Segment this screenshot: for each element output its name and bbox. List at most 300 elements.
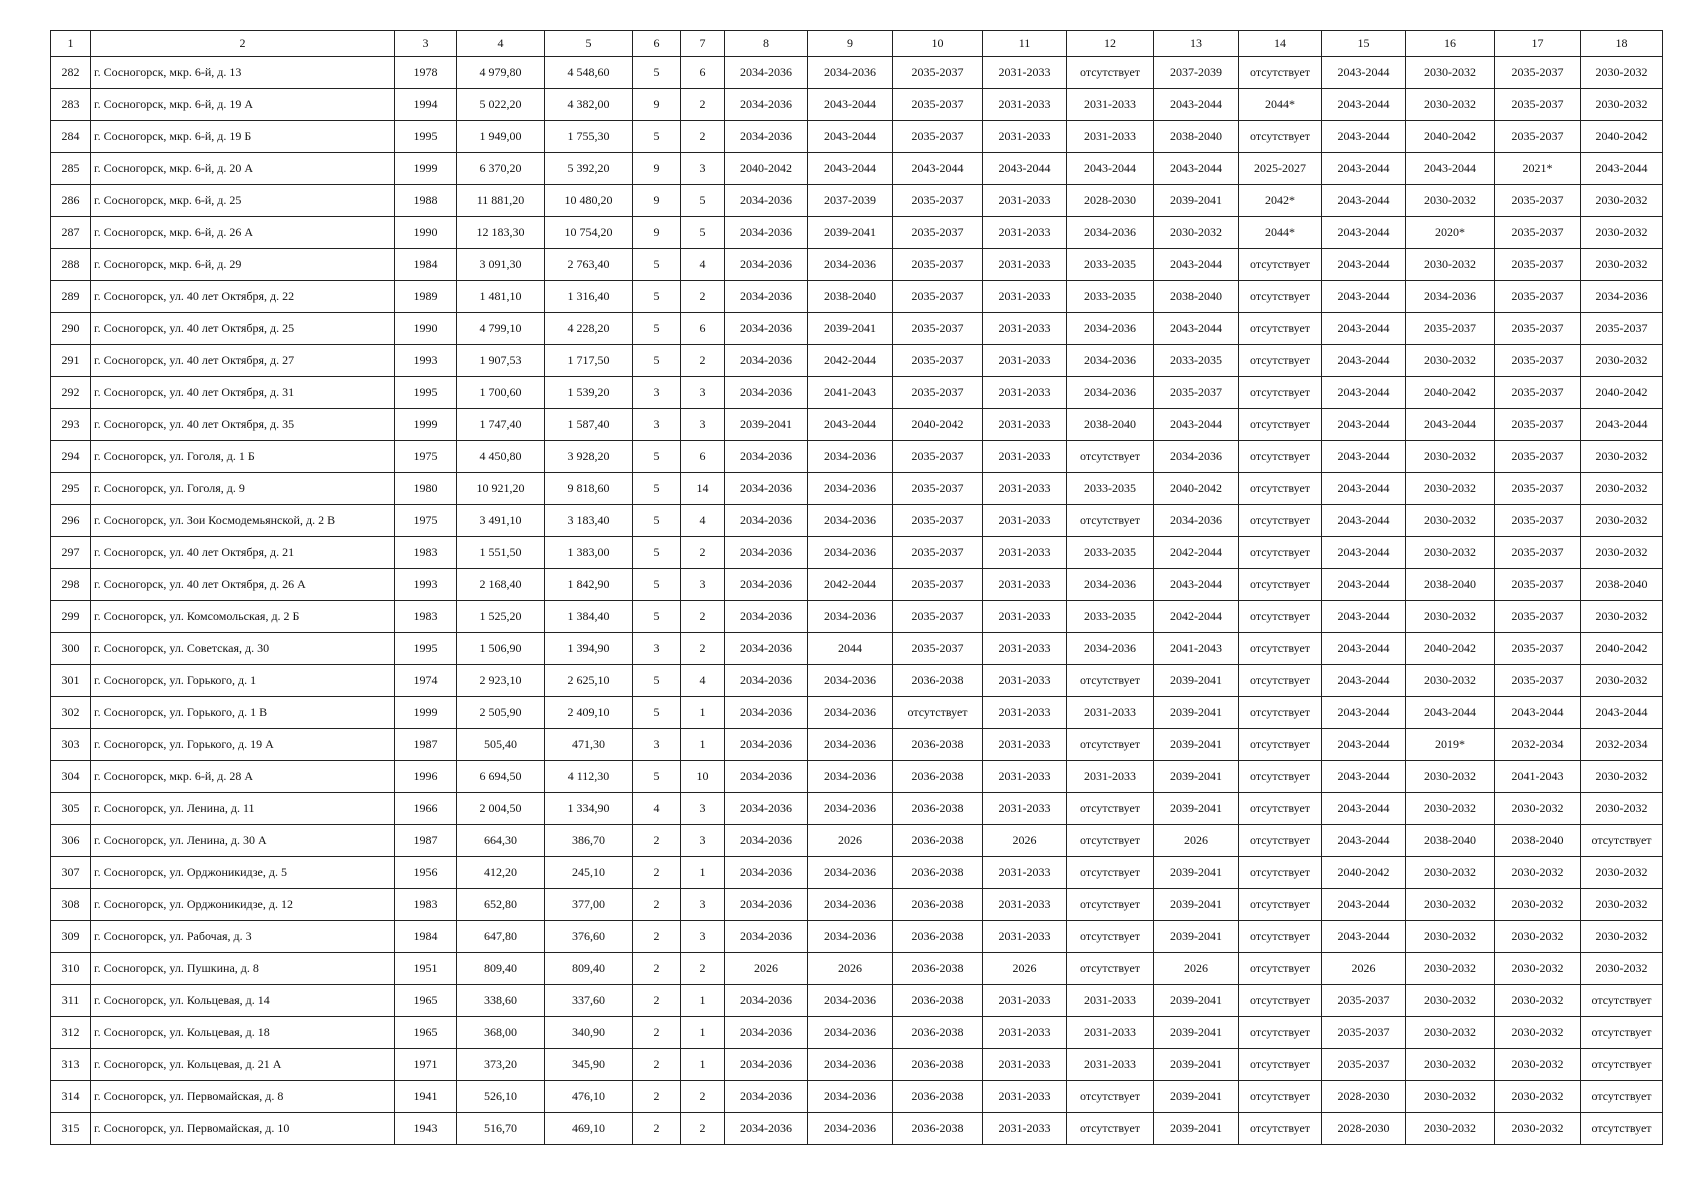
table-row (51, 185, 1663, 217)
table-cell: 2036-2038 (893, 857, 983, 889)
address-cell: г. Сосногорск, ул. Первомайская, д. 8 (91, 1081, 395, 1113)
table-cell: 2043-2044 (1581, 697, 1663, 729)
table-cell: 2028-2030 (1067, 185, 1154, 217)
table-cell: 2031-2033 (983, 1113, 1067, 1145)
table-cell: 4 112,30 (545, 761, 633, 793)
table-cell: 2031-2033 (983, 345, 1067, 377)
table-cell: 1983 (395, 537, 457, 569)
table-cell: 2043-2044 (1322, 473, 1406, 505)
table-cell: 2031-2033 (1067, 761, 1154, 793)
table-cell: 2039-2041 (1154, 1017, 1239, 1049)
table-cell: 2035-2037 (893, 345, 983, 377)
table-cell: 2035-2037 (1581, 313, 1663, 345)
table-cell: 1 383,00 (545, 537, 633, 569)
table-cell: 2039-2041 (1154, 1049, 1239, 1081)
table-cell: 2034-2036 (725, 921, 808, 953)
table-cell: 2 (633, 1113, 681, 1145)
table-row (51, 985, 1663, 1017)
table-cell: 2034-2036 (725, 89, 808, 121)
table-cell: 2043-2044 (1322, 569, 1406, 601)
table-cell: отсутствует (1067, 825, 1154, 857)
table-cell: 2035-2037 (1495, 665, 1581, 697)
table-cell: 2040-2042 (1322, 857, 1406, 889)
table-cell: отсутствует (1067, 665, 1154, 697)
table-cell: 2035-2037 (893, 601, 983, 633)
table-cell: 2043-2044 (1322, 793, 1406, 825)
table-cell: 2040-2042 (1406, 633, 1495, 665)
table-cell: 10 (681, 761, 725, 793)
table-cell: 2039-2041 (808, 313, 893, 345)
table-cell: 2035-2037 (1495, 249, 1581, 281)
table-cell: 5 (633, 281, 681, 313)
table-cell: 5 (633, 57, 681, 89)
column-number-18: 18 (1581, 31, 1663, 57)
table-cell: 2031-2033 (983, 793, 1067, 825)
row-number-cell: 302 (51, 697, 91, 729)
table-cell: 4 382,00 (545, 89, 633, 121)
table-row (51, 601, 1663, 633)
table-cell: 2034-2036 (1067, 217, 1154, 249)
table-cell: 2031-2033 (983, 441, 1067, 473)
row-number-cell: 315 (51, 1113, 91, 1145)
table-cell: 1 587,40 (545, 409, 633, 441)
table-cell: 2036-2038 (893, 985, 983, 1017)
table-cell: 2030-2032 (1495, 921, 1581, 953)
table-row (51, 729, 1663, 761)
table-cell: 4 (681, 505, 725, 537)
table-row (51, 217, 1663, 249)
table-cell: отсутствует (1067, 729, 1154, 761)
table-cell: 2035-2037 (1495, 185, 1581, 217)
table-cell: 3 (633, 409, 681, 441)
table-cell: 2035-2037 (893, 441, 983, 473)
table-cell: 2 409,10 (545, 697, 633, 729)
table-cell: 2043-2044 (1322, 377, 1406, 409)
column-number-4: 4 (457, 31, 545, 57)
table-cell: 2043-2044 (1322, 313, 1406, 345)
table-cell: 1 334,90 (545, 793, 633, 825)
row-number-cell: 285 (51, 153, 91, 185)
table-cell: 2026 (983, 825, 1067, 857)
table-cell: 2030-2032 (1495, 985, 1581, 1017)
table-cell: 2035-2037 (1495, 377, 1581, 409)
address-cell: г. Сосногорск, ул. Первомайская, д. 10 (91, 1113, 395, 1145)
table-cell: 2031-2033 (983, 409, 1067, 441)
address-cell: г. Сосногорск, ул. Комсомольская, д. 2 Б (91, 601, 395, 633)
table-cell: 2035-2037 (893, 313, 983, 345)
table-cell: 2034-2036 (1067, 313, 1154, 345)
table-cell: 2034-2036 (725, 601, 808, 633)
table-cell: отсутствует (1581, 1049, 1663, 1081)
table-cell: отсутствует (1067, 57, 1154, 89)
table-cell: 345,90 (545, 1049, 633, 1081)
table-cell: 4 228,20 (545, 313, 633, 345)
row-number-cell: 297 (51, 537, 91, 569)
table-cell: отсутствует (1067, 793, 1154, 825)
table-cell: 5 (681, 217, 725, 249)
address-cell: г. Сосногорск, ул. Гоголя, д. 9 (91, 473, 395, 505)
table-cell: 2034-2036 (725, 473, 808, 505)
table-cell: 6 694,50 (457, 761, 545, 793)
table-cell: 1 481,10 (457, 281, 545, 313)
table-cell: 2030-2032 (1406, 601, 1495, 633)
table-row (51, 313, 1663, 345)
table-cell: 5 (633, 121, 681, 153)
table-cell: отсутствует (1239, 761, 1322, 793)
table-cell: 2035-2037 (893, 89, 983, 121)
table-cell: 2031-2033 (983, 665, 1067, 697)
table-cell: отсутствует (1239, 569, 1322, 601)
table-cell: 1956 (395, 857, 457, 889)
table-cell: 2043-2044 (808, 121, 893, 153)
table-cell: 5 (633, 473, 681, 505)
table-cell: 2031-2033 (1067, 89, 1154, 121)
table-cell: 2037-2039 (808, 185, 893, 217)
table-cell: 2036-2038 (893, 889, 983, 921)
table-cell: 471,30 (545, 729, 633, 761)
table-cell: 1 316,40 (545, 281, 633, 313)
table-cell: отсутствует (1239, 633, 1322, 665)
table-cell: 2034-2036 (808, 441, 893, 473)
table-cell: отсутствует (1239, 505, 1322, 537)
table-cell: 2034-2036 (808, 1049, 893, 1081)
table-cell: 2034-2036 (1067, 345, 1154, 377)
table-cell: отсутствует (1239, 921, 1322, 953)
table-cell: 2026 (1322, 953, 1406, 985)
table-cell: отсутствует (1067, 953, 1154, 985)
table-cell: 12 183,30 (457, 217, 545, 249)
table-cell: 2043-2044 (1154, 569, 1239, 601)
table-cell: 3 091,30 (457, 249, 545, 281)
table-cell: 2030-2032 (1406, 761, 1495, 793)
table-cell: отсутствует (1239, 249, 1322, 281)
table-cell: 2030-2032 (1581, 537, 1663, 569)
row-number-cell: 296 (51, 505, 91, 537)
table-cell: отсутствует (1239, 281, 1322, 313)
table-cell: 6 370,20 (457, 153, 545, 185)
table-cell: 2035-2037 (1495, 217, 1581, 249)
table-cell: 2037-2039 (1154, 57, 1239, 89)
table-cell: 337,60 (545, 985, 633, 1017)
table-cell: 2030-2032 (1495, 1113, 1581, 1145)
column-number-5: 5 (545, 31, 633, 57)
table-cell: 476,10 (545, 1081, 633, 1113)
table-cell: 2 (633, 953, 681, 985)
table-cell: 1 551,50 (457, 537, 545, 569)
table-cell: 2031-2033 (983, 185, 1067, 217)
table-cell: 2031-2033 (983, 985, 1067, 1017)
table-cell: 2031-2033 (983, 217, 1067, 249)
table-cell: 2030-2032 (1581, 761, 1663, 793)
table-cell: 2034-2036 (725, 249, 808, 281)
table-cell: 2030-2032 (1581, 441, 1663, 473)
table-cell: 2030-2032 (1495, 857, 1581, 889)
table-cell: 2034-2036 (725, 345, 808, 377)
table-cell: 2 (633, 1081, 681, 1113)
address-cell: г. Сосногорск, мкр. 6-й, д. 26 А (91, 217, 395, 249)
table-cell: 2034-2036 (1406, 281, 1495, 313)
table-cell: 2 (681, 633, 725, 665)
table-cell: 2034-2036 (1067, 377, 1154, 409)
table-cell: 2031-2033 (1067, 1017, 1154, 1049)
table-cell: 5 392,20 (545, 153, 633, 185)
address-cell: г. Сосногорск, ул. 40 лет Октября, д. 27 (91, 345, 395, 377)
table-cell: 2034-2036 (1154, 441, 1239, 473)
table-cell: 2044* (1239, 89, 1322, 121)
column-number-15: 15 (1322, 31, 1406, 57)
table-cell: 2026 (808, 825, 893, 857)
row-number-cell: 282 (51, 57, 91, 89)
table-cell: отсутствует (1239, 825, 1322, 857)
table-cell: 2034-2036 (725, 825, 808, 857)
address-cell: г. Сосногорск, ул. Орджоникидзе, д. 5 (91, 857, 395, 889)
column-number-1: 1 (51, 31, 91, 57)
table-cell: 2039-2041 (1154, 761, 1239, 793)
table-cell: отсутствует (1239, 665, 1322, 697)
address-cell: г. Сосногорск, ул. Пушкина, д. 8 (91, 953, 395, 985)
table-cell: 2025-2027 (1239, 153, 1322, 185)
table-cell: отсутствует (1239, 537, 1322, 569)
table-cell: 1984 (395, 921, 457, 953)
address-cell: г. Сосногорск, ул. Орджоникидзе, д. 12 (91, 889, 395, 921)
table-cell: 386,70 (545, 825, 633, 857)
table-cell: 1975 (395, 505, 457, 537)
table-cell: 2035-2037 (1495, 569, 1581, 601)
table-cell: 1999 (395, 153, 457, 185)
table-cell: 2040-2042 (725, 153, 808, 185)
table-cell: 3 (681, 889, 725, 921)
table-cell: отсутствует (1581, 1113, 1663, 1145)
table-cell: 2031-2033 (983, 121, 1067, 153)
table-cell: 2035-2037 (1495, 537, 1581, 569)
table-cell: 4 (681, 665, 725, 697)
address-cell: г. Сосногорск, мкр. 6-й, д. 19 А (91, 89, 395, 121)
table-row (51, 537, 1663, 569)
table-cell: 2034-2036 (1581, 281, 1663, 313)
table-cell: 2031-2033 (983, 633, 1067, 665)
table-cell: 2030-2032 (1406, 1113, 1495, 1145)
row-number-cell: 295 (51, 473, 91, 505)
table-cell: 1987 (395, 729, 457, 761)
table-cell: 2034-2036 (808, 761, 893, 793)
table-cell: отсутствует (1581, 985, 1663, 1017)
table-cell: 2030-2032 (1406, 857, 1495, 889)
table-cell: 2030-2032 (1406, 537, 1495, 569)
table-cell: 5 022,20 (457, 89, 545, 121)
table-cell: 2026 (983, 953, 1067, 985)
table-cell: 2039-2041 (1154, 985, 1239, 1017)
table-cell: 2034-2036 (725, 537, 808, 569)
table-row (51, 825, 1663, 857)
table-cell: 2038-2040 (1581, 569, 1663, 601)
address-cell: г. Сосногорск, ул. Кольцевая, д. 14 (91, 985, 395, 1017)
address-cell: г. Сосногорск, ул. Советская, д. 30 (91, 633, 395, 665)
table-cell: отсутствует (1239, 57, 1322, 89)
table-cell: 3 (681, 921, 725, 953)
table-cell: 2021* (1495, 153, 1581, 185)
address-cell: г. Сосногорск, ул. Рабочая, д. 3 (91, 921, 395, 953)
table-cell: 2039-2041 (808, 217, 893, 249)
row-number-cell: 286 (51, 185, 91, 217)
table-cell: 2043-2044 (1406, 409, 1495, 441)
table-cell: 2043-2044 (1322, 249, 1406, 281)
row-number-cell: 287 (51, 217, 91, 249)
table-cell: 2040-2042 (1406, 121, 1495, 153)
row-number-cell: 290 (51, 313, 91, 345)
table-cell: 2031-2033 (983, 697, 1067, 729)
table-cell: 2035-2037 (893, 57, 983, 89)
row-number-cell: 292 (51, 377, 91, 409)
table-cell: 5 (633, 505, 681, 537)
table-cell: 1995 (395, 633, 457, 665)
table-cell: 2030-2032 (1495, 889, 1581, 921)
address-cell: г. Сосногорск, ул. Зои Космодемьянской, д. 2 В (91, 505, 395, 537)
table-cell: 2032-2034 (1495, 729, 1581, 761)
table-cell: 2030-2032 (1581, 889, 1663, 921)
table-cell: 2030-2032 (1581, 345, 1663, 377)
table-cell: 2040-2042 (1581, 377, 1663, 409)
address-cell: г. Сосногорск, мкр. 6-й, д. 25 (91, 185, 395, 217)
table-cell: 2 (681, 953, 725, 985)
table-cell: 2040-2042 (1154, 473, 1239, 505)
row-number-cell: 313 (51, 1049, 91, 1081)
table-cell: 2032-2034 (1581, 729, 1663, 761)
table-cell: 2026 (725, 953, 808, 985)
table-cell: 2034-2036 (725, 889, 808, 921)
table-row (51, 953, 1663, 985)
table-cell: 1980 (395, 473, 457, 505)
row-number-cell: 308 (51, 889, 91, 921)
table-cell: 2039-2041 (1154, 889, 1239, 921)
table-cell: 338,60 (457, 985, 545, 1017)
table-cell: 2043-2044 (1154, 313, 1239, 345)
table-cell: 2039-2041 (1154, 793, 1239, 825)
table-cell: 1 539,20 (545, 377, 633, 409)
table-cell: 6 (681, 441, 725, 473)
table-cell: 2040-2042 (1581, 121, 1663, 153)
table-cell: 2036-2038 (893, 921, 983, 953)
table-cell: 3 (681, 569, 725, 601)
table-cell: 2030-2032 (1406, 1081, 1495, 1113)
table-cell: 1 525,20 (457, 601, 545, 633)
table-cell: 2035-2037 (1495, 473, 1581, 505)
table-cell: 2034-2036 (1067, 633, 1154, 665)
column-number-11: 11 (983, 31, 1067, 57)
table-cell: 2034-2036 (725, 793, 808, 825)
table-cell: 2036-2038 (893, 665, 983, 697)
table-cell: отсутствует (1239, 953, 1322, 985)
table-cell: 2035-2037 (893, 473, 983, 505)
table-cell: 2 004,50 (457, 793, 545, 825)
table-cell: отсутствует (1239, 793, 1322, 825)
table-row (51, 857, 1663, 889)
table-cell: 2039-2041 (1154, 697, 1239, 729)
table-cell: 2042-2044 (808, 345, 893, 377)
table-cell: 2043-2044 (1322, 409, 1406, 441)
table-cell: 2 (681, 537, 725, 569)
table-cell: 2035-2037 (893, 633, 983, 665)
table-cell: 2034-2036 (808, 793, 893, 825)
row-number-cell: 305 (51, 793, 91, 825)
column-number-7: 7 (681, 31, 725, 57)
table-row (51, 921, 1663, 953)
table-cell: 1983 (395, 889, 457, 921)
table-cell: 3 183,40 (545, 505, 633, 537)
table-cell: отсутствует (1067, 921, 1154, 953)
address-cell: г. Сосногорск, ул. Кольцевая, д. 21 А (91, 1049, 395, 1081)
table-cell: отсутствует (1067, 505, 1154, 537)
table-row (51, 441, 1663, 473)
table-cell: 5 (681, 185, 725, 217)
address-cell: г. Сосногорск, мкр. 6-й, д. 20 А (91, 153, 395, 185)
housing-repair-schedule-table (50, 30, 1663, 1145)
table-row (51, 409, 1663, 441)
row-number-cell: 291 (51, 345, 91, 377)
table-cell: 2030-2032 (1581, 793, 1663, 825)
table-cell: 2030-2032 (1406, 185, 1495, 217)
table-cell: 1 (681, 1017, 725, 1049)
table-cell: 2034-2036 (725, 665, 808, 697)
table-cell: 2036-2038 (893, 1081, 983, 1113)
table-cell: отсутствует (1239, 1049, 1322, 1081)
column-number-13: 13 (1154, 31, 1239, 57)
table-cell: 2035-2037 (1495, 121, 1581, 153)
table-cell: 2034-2036 (808, 665, 893, 697)
column-number-header-row (51, 31, 1663, 57)
table-cell: 2031-2033 (983, 473, 1067, 505)
table-cell: 1 (681, 857, 725, 889)
row-number-cell: 304 (51, 761, 91, 793)
table-cell: 2038-2040 (1406, 825, 1495, 857)
column-number-12: 12 (1067, 31, 1154, 57)
table-body (51, 31, 1663, 1145)
table-cell: 1993 (395, 345, 457, 377)
column-number-16: 16 (1406, 31, 1495, 57)
table-cell: 2039-2041 (1154, 729, 1239, 761)
table-cell: 664,30 (457, 825, 545, 857)
table-cell: 1 717,50 (545, 345, 633, 377)
table-cell: отсутствует (1239, 729, 1322, 761)
table-cell: 2031-2033 (983, 281, 1067, 313)
table-cell: 2035-2037 (1495, 345, 1581, 377)
table-cell: 2043-2044 (1322, 633, 1406, 665)
table-cell: 2035-2037 (1495, 601, 1581, 633)
table-cell: 2030-2032 (1406, 985, 1495, 1017)
table-cell: 2030-2032 (1406, 1017, 1495, 1049)
table-cell: 2034-2036 (725, 441, 808, 473)
address-cell: г. Сосногорск, мкр. 6-й, д. 13 (91, 57, 395, 89)
table-cell: 1987 (395, 825, 457, 857)
table-cell: 2031-2033 (983, 921, 1067, 953)
table-cell: 2030-2032 (1581, 57, 1663, 89)
table-cell: 368,00 (457, 1017, 545, 1049)
table-cell: 2030-2032 (1581, 601, 1663, 633)
table-cell: 2 (633, 985, 681, 1017)
table-cell: 2 (681, 1081, 725, 1113)
table-cell: 2043-2044 (1154, 153, 1239, 185)
table-cell: 2031-2033 (983, 505, 1067, 537)
table-cell: 1993 (395, 569, 457, 601)
table-cell: 2043-2044 (1322, 825, 1406, 857)
table-cell: 2035-2037 (893, 121, 983, 153)
table-cell: 2034-2036 (725, 121, 808, 153)
table-cell: 2035-2037 (1495, 505, 1581, 537)
table-cell: 2030-2032 (1406, 665, 1495, 697)
table-cell: 2034-2036 (725, 985, 808, 1017)
table-cell: 1978 (395, 57, 457, 89)
table-cell: 2031-2033 (983, 537, 1067, 569)
column-number-9: 9 (808, 31, 893, 57)
